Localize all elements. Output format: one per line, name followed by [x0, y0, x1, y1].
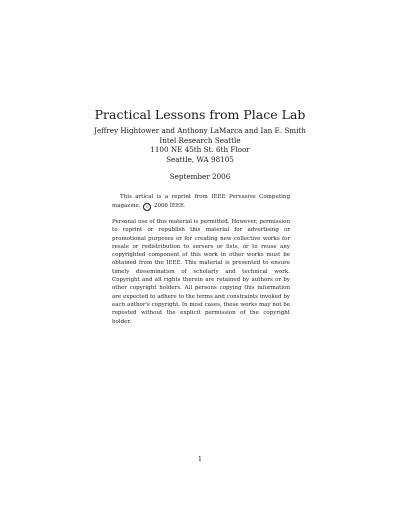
address-line-1: 1100 NE 45th St. 6th Floor [150, 145, 250, 154]
permission-notice: Personal use of this material is permitted. However, permission to reprint or republish this material for advertising or promotional purposes or for creating new collective works for resale or redistribution to servers or lists, or to reuse any copyrighted component of this work in other works must be obtained from the IEEE. This material is presented to ensure timely dissemination of scholarly and technical work. Copyright and all rights therein are retained by authors or by other copyright holders. All persons copying this information are expected to adhere to the terms and constraints invoked by each author's copyright. In most cases, these works may not be reposted without the explicit permission of the copyright holder. [112, 219, 290, 325]
reprint-note [112, 193, 290, 211]
copyright-icon: c [143, 203, 151, 211]
affiliation: Intel Research Seattle [159, 135, 241, 145]
authors: Jeffrey Hightower and Anthony LaMarca and Ian E. Smith [94, 126, 306, 135]
reprint-year: 2006 IEEE. [154, 202, 186, 209]
author-block [0, 126, 400, 164]
page-number: 1 [197, 455, 203, 463]
reprint-text: This artical is a reprint from IEEE Pervasive Computing magazine. [112, 194, 290, 209]
paper-title: Practical Lessons from Place Lab [94, 107, 306, 122]
address-line-2: Seattle, WA 98105 [166, 154, 234, 164]
publication-date: September 2006 [169, 172, 231, 181]
